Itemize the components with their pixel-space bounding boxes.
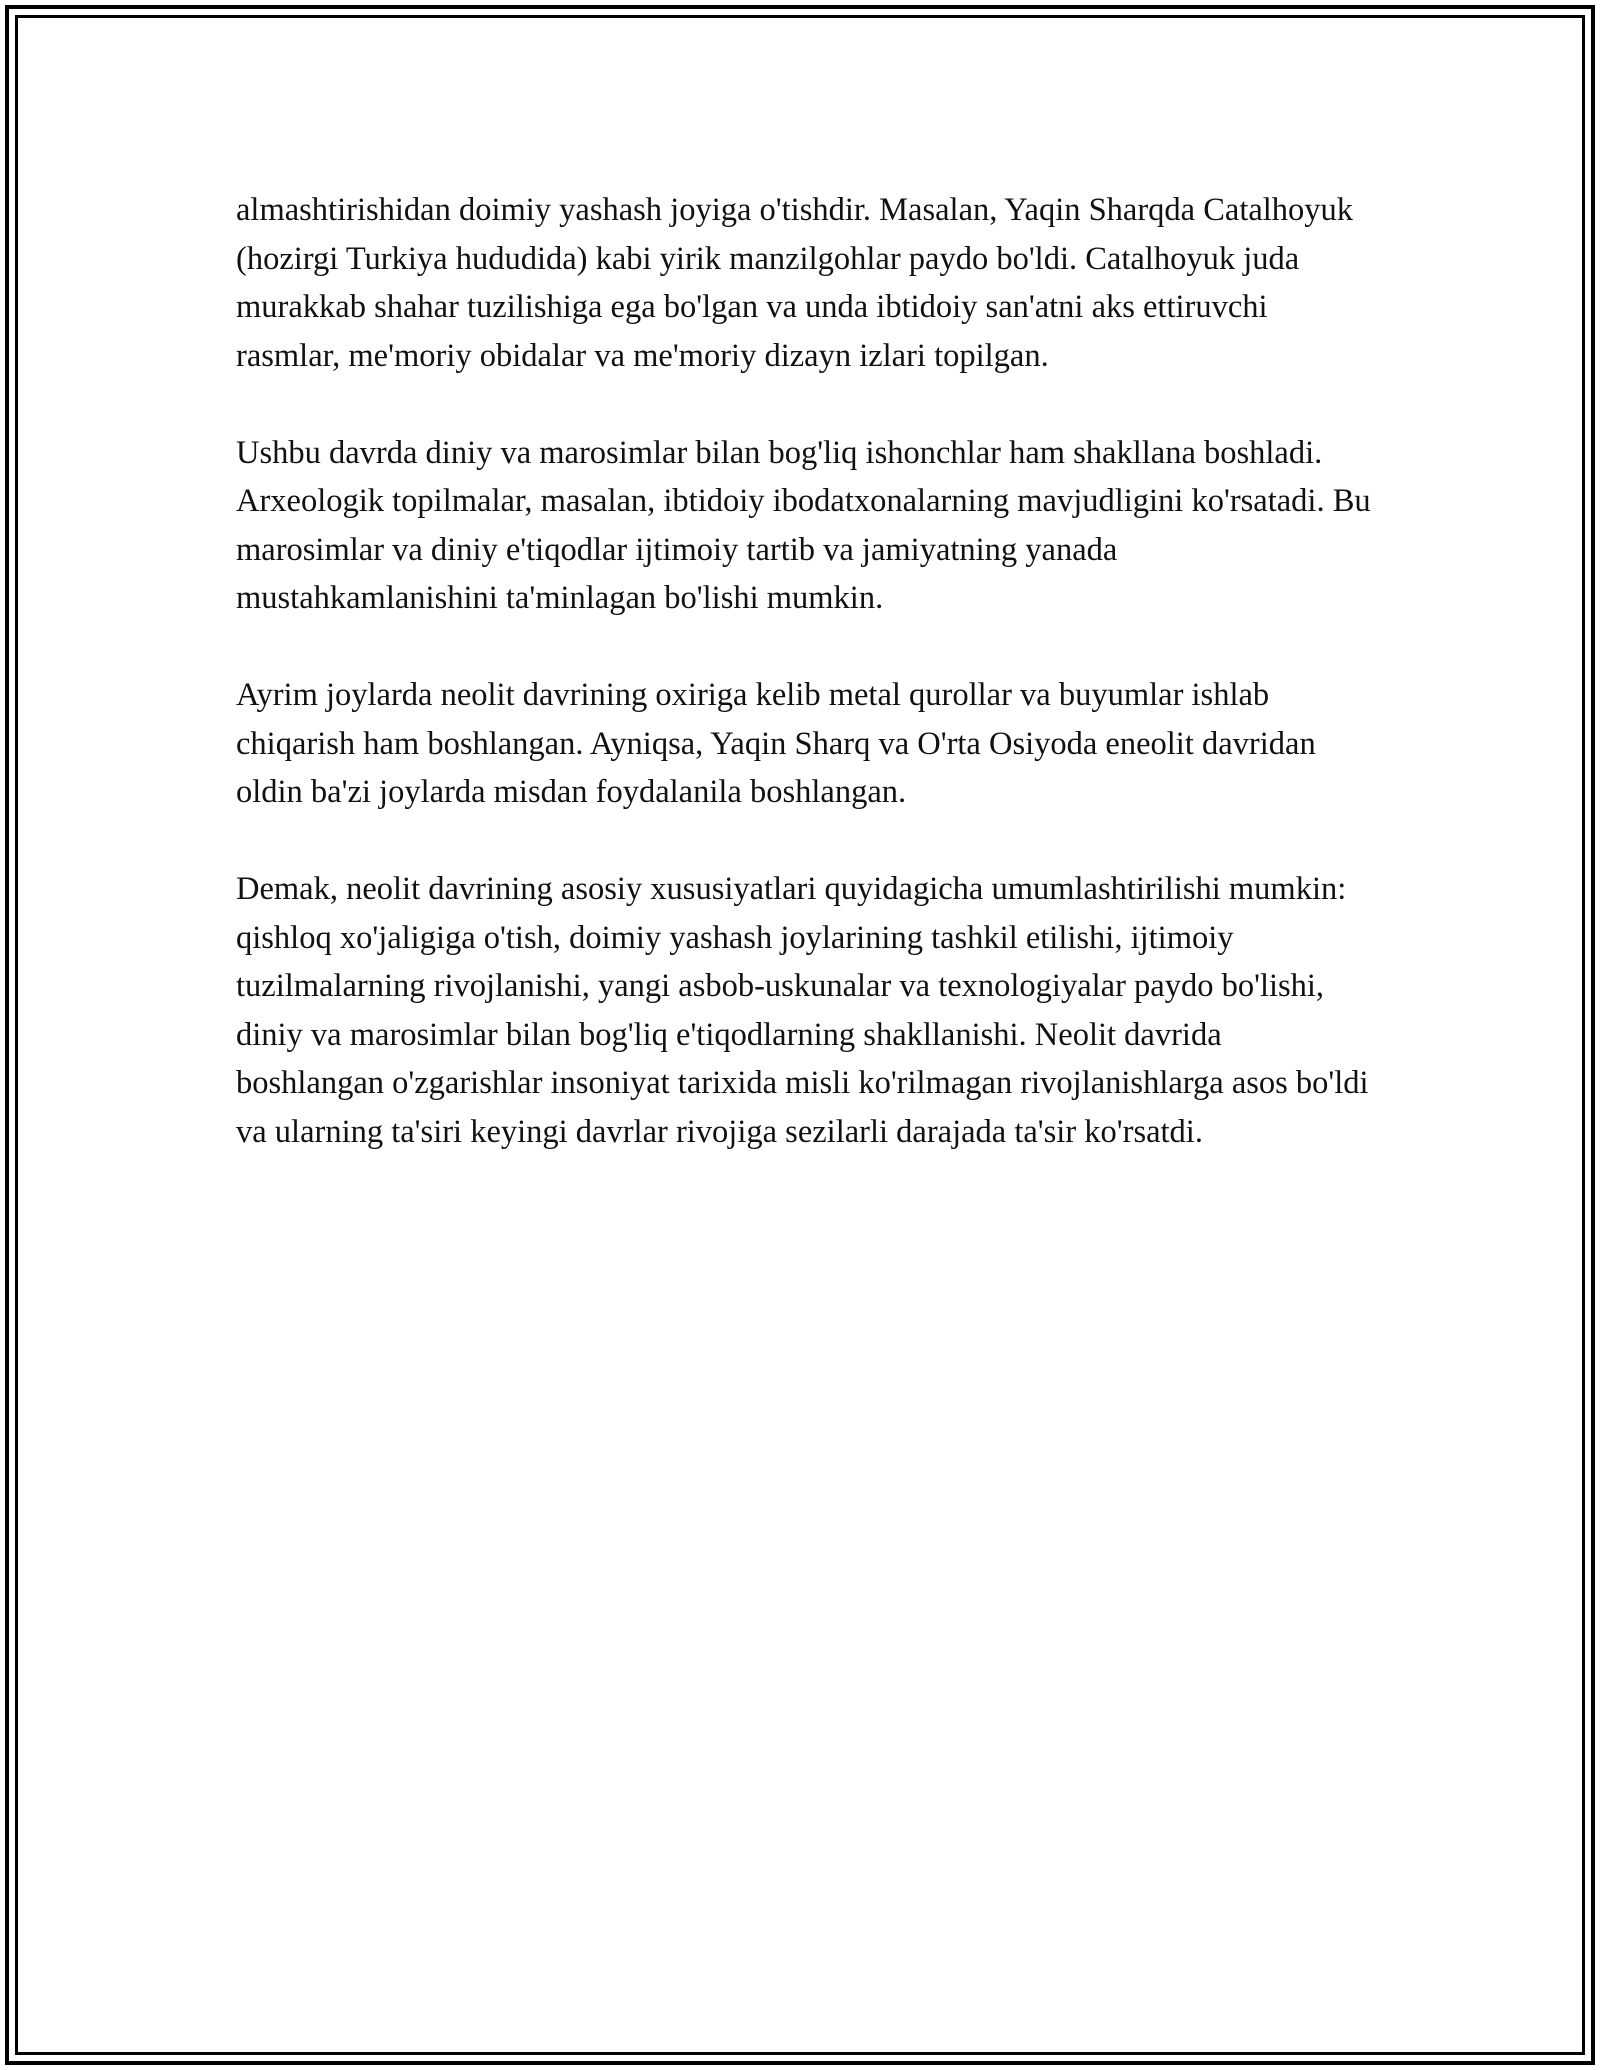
paragraph: Demak, neolit davrining asosiy xususiyatlari quyidagicha umumlashtirilishi mumkin: qishloq xo'jaligiga o'tish, doimiy yashash joylarining tashkil etilishi, ijtimoiy tuzilmalarning rivojlanishi, yangi asbob-uskunalar va texnologiyalar paydo bo'lishi, diniy va marosimlar bilan bog'liq e'tiqodlarning shakllanishi. Neolit davrida boshlangan o'zgarishlar insoniyat tarixida misli ko'rilmagan rivojlanishlarga asos bo'ldi va ularning ta'siri keyingi davrlar rivojiga sezilarli darajada ta'sir ko'rsatdi.	[236, 871, 1369, 1150]
paragraph: Ayrim joylarda neolit davrining oxiriga kelib metal qurollar va buyumlar ishlab chiqarish ham boshlangan. Ayniqsa, Yaqin Sharq va O'rta Osiyoda eneolit davridan oldin ba'zi joylarda misdan foydalanila boshlangan.	[236, 677, 1316, 810]
document-body	[236, 186, 1376, 1156]
paragraph: Ushbu davrda diniy va marosimlar bilan bog'liq ishonchlar ham shakllana boshladi. Arxeologik topilmalar, masalan, ibtidoiy ibodatxonalarning mavjudligini ko'rsatadi. Bu marosimlar va diniy e'tiqodlar ijtimoiy tartib va jamiyatning yanada mustahkamlanishini ta'minlagan bo'lishi mumkin.	[236, 434, 1371, 616]
paragraph: almashtirishidan doimiy yashash joyiga o'tishdir. Masalan, Yaqin Sharqda Catalhoyuk (hozirgi Turkiya hududida) kabi yirik manzilgohlar paydo bo'ldi. Catalhoyuk juda murakkab shahar tuzilishiga ega bo'lgan va unda ibtidoiy san'atni aks ettiruvchi rasmlar, me'moriy obidalar va me'moriy dizayn izlari topilgan.	[236, 192, 1354, 374]
